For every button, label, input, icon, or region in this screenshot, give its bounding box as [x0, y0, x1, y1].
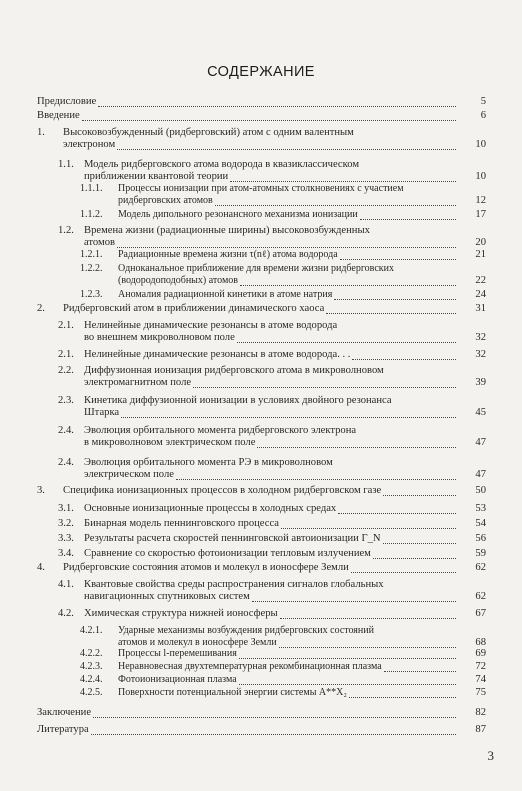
dot-leader: [117, 247, 456, 248]
toc-entry-page: 82: [475, 707, 486, 718]
toc-entry-page: 22: [475, 275, 486, 286]
toc-entry-line: [58, 457, 486, 469]
toc-entry-title: Предисловие: [37, 96, 97, 107]
toc-entry-page: 67: [475, 608, 486, 619]
toc-entry-page: 5: [480, 96, 486, 107]
toc-entry-title: (водородоподобных) атомов: [118, 275, 238, 286]
toc-entry-title: Химическая структура нижней ионосферы: [84, 608, 278, 619]
toc-entry-line: [80, 183, 486, 195]
toc-entry-line: [80, 625, 486, 637]
toc-entry-title: Литература: [37, 724, 89, 735]
toc-entry: [58, 320, 486, 344]
toc-entry-title: Ударные механизмы возбуждения ридберговских состояний: [118, 625, 374, 636]
toc-entry-title: Сравнение со скоростью фотоионизации тепловым излучением: [84, 548, 371, 559]
toc-entry-line: [37, 127, 486, 139]
toc-entry-number: 3.4.: [58, 548, 74, 559]
toc-entry-number: 4.2.5.: [80, 687, 103, 698]
toc-entry-page: 31: [475, 303, 486, 314]
toc-entry-number: 2.: [37, 303, 45, 314]
toc-entry-number: 2.3.: [58, 395, 74, 406]
toc-entry: [37, 724, 486, 736]
toc-entry-title: Результаты расчета скоростей пеннинговской автоионизации Γ_N: [84, 533, 381, 544]
toc-entry-number: 4.2.1.: [80, 625, 103, 636]
toc-entry: [80, 183, 486, 207]
toc-entry-title: Неравновесная двухтемпературная рекомбинационная плазма: [118, 661, 382, 672]
dot-leader: [215, 205, 456, 206]
dot-leader: [340, 259, 456, 260]
toc-entry-title: Времена жизни (радиационные ширины) высоковозбужденных: [84, 225, 370, 236]
toc-entry-page: 62: [475, 591, 486, 602]
toc-entry-title: Ридберговский атом в приближении динамического хаоса: [63, 303, 325, 314]
dot-leader: [240, 285, 456, 286]
page-number: 3: [487, 748, 494, 763]
toc-entry-number: 4.2.: [58, 608, 74, 619]
dot-leader: [352, 359, 456, 360]
dot-leader: [230, 181, 456, 182]
toc-entry: [58, 425, 486, 449]
toc-entry-title: Специфика ионизационных процессов в холодном ридберговском газе: [63, 485, 382, 496]
toc-entry-number: 2.2.: [58, 365, 74, 376]
toc-entry: [58, 395, 486, 419]
toc-entry-page: 72: [475, 661, 486, 672]
toc-entry-title: Модель ридберговского атома водорода в квазиклассическом: [84, 159, 360, 170]
toc-entry: [58, 159, 486, 183]
toc-entry-number: 1.1.: [58, 159, 74, 170]
dot-leader: [280, 618, 456, 619]
toc-entry: [58, 579, 486, 603]
toc-entry-number: 4.2.2.: [80, 648, 103, 659]
toc-entry-number: 1.2.: [58, 225, 74, 236]
toc-entry: [80, 687, 486, 699]
toc-entry: [37, 303, 486, 315]
dot-leader: [176, 479, 456, 480]
toc-entry: [80, 289, 486, 301]
dot-leader: [117, 149, 456, 150]
dot-leader: [338, 513, 456, 514]
toc-entry: [58, 457, 486, 481]
toc-entry-number: 1.2.3.: [80, 289, 103, 300]
toc-entry-page: 10: [475, 139, 486, 150]
toc-entry-page: 68: [475, 637, 486, 648]
dot-leader: [257, 447, 456, 448]
dot-leader: [237, 342, 456, 343]
dot-leader: [93, 717, 456, 718]
toc-entry: [58, 503, 486, 515]
dot-leader: [98, 106, 456, 107]
toc-entry-page: 20: [475, 237, 486, 248]
toc-entry-page: 32: [475, 349, 486, 360]
toc-entry-number: 1.: [37, 127, 45, 138]
toc-entry-page: 62: [475, 562, 486, 573]
toc-entry-page: 69: [475, 648, 486, 659]
toc-entry-title: Эволюция орбитального момента ридберговского электрона: [84, 425, 357, 436]
toc-entry-title: навигационных спутниковых систем: [84, 591, 250, 602]
dot-leader: [121, 417, 456, 418]
toc-entry-page: 32: [475, 332, 486, 343]
toc-entry-line: [58, 395, 486, 407]
toc-entry-title: атомов и молекул в ионосфере Земли: [118, 637, 277, 648]
dot-leader: [334, 299, 456, 300]
toc-entry-line: [58, 425, 486, 437]
toc-entry: [37, 485, 486, 497]
dot-leader: [384, 671, 456, 672]
toc-entry: [37, 110, 486, 122]
toc-entry-line: [58, 365, 486, 377]
dot-leader: [82, 120, 456, 121]
dot-leader: [91, 734, 456, 735]
toc-entry: [37, 127, 486, 151]
toc-entry-number: 4.: [37, 562, 45, 573]
toc-entry-number: 3.: [37, 485, 45, 496]
toc-entry-title: Радиационные времена жизни τ(nℓ) атома водорода: [118, 249, 338, 260]
toc-entry: [58, 608, 486, 620]
toc-entry: [58, 225, 486, 249]
toc-entry-number: 2.1.: [58, 320, 74, 331]
toc-entry-page: 75: [475, 687, 486, 698]
dot-leader: [281, 528, 456, 529]
toc-entry-title: Диффузионная ионизация ридберговского атома в микроволновом: [84, 365, 384, 376]
toc-entry-line: [80, 263, 486, 275]
toc-entry: [58, 533, 486, 545]
toc-entry-number: 2.4.: [58, 457, 74, 468]
toc-entry-page: 6: [480, 110, 486, 121]
toc-entry-page: 47: [475, 437, 486, 448]
toc-entry-page: 24: [475, 289, 486, 300]
toc-entry: [58, 349, 486, 361]
toc-entry-title: Основные ионизационные процессы в холодных средах: [84, 503, 337, 514]
toc-entry: [80, 263, 486, 287]
toc-entry-page: 12: [475, 195, 486, 206]
toc-entry-title: атомов: [84, 237, 116, 248]
toc-entry-number: 1.1.2.: [80, 209, 103, 220]
toc-entry-page: 87: [475, 724, 486, 735]
toc-entry-page: 59: [475, 548, 486, 559]
toc-entry-title: во внешнем микроволновом поле: [84, 332, 235, 343]
toc-entry-title: Фотоионизационная плазма: [118, 674, 237, 685]
toc-entry: [37, 707, 486, 719]
toc-entry-title: Высоковозбужденный (ридберговский) атом с одним валентным: [63, 127, 354, 138]
dot-leader: [360, 219, 456, 220]
toc-entry-title: Кинетика диффузионной ионизации в условиях двойного резонанса: [84, 395, 392, 406]
toc-entry: [80, 625, 486, 649]
toc-entry-title: Одноканальное приближение для времени жизни ридберговских: [118, 263, 394, 274]
toc-entry-number: 2.4.: [58, 425, 74, 436]
toc-entry: [37, 96, 486, 108]
dot-leader: [239, 658, 456, 659]
dot-leader: [349, 697, 456, 698]
dot-leader: [373, 558, 456, 559]
toc-entry-title: Модель дипольного резонансного механизма ионизации: [118, 209, 358, 220]
toc-entry-title: электрическом поле: [84, 469, 174, 480]
toc-entry-title: Нелинейные динамические резонансы в атоме водорода: [84, 320, 338, 331]
toc-entry-title: Нелинейные динамические резонансы в атоме водорода. . .: [84, 349, 351, 360]
toc-entry-number: 4.2.4.: [80, 674, 103, 685]
toc-entry-page: 50: [475, 485, 486, 496]
toc-entry-number: 2.1.: [58, 349, 74, 360]
toc-entry-title: Процессы ионизации при атом-атомных столкновениях с участием: [118, 183, 404, 194]
dot-leader: [252, 601, 456, 602]
toc-entry-title: Поверхности потенциальной энергии системы A**X₂: [118, 687, 347, 698]
toc-entry-page: 74: [475, 674, 486, 685]
toc-entry-title: Заключение: [37, 707, 92, 718]
dot-leader: [239, 684, 456, 685]
toc-entry-number: 3.3.: [58, 533, 74, 544]
page-title: СОДЕРЖАНИЕ: [207, 64, 315, 80]
toc-entry-title: в микроволновом электрическом поле: [84, 437, 256, 448]
toc-entry: [80, 674, 486, 686]
toc-entry-number: 1.1.1.: [80, 183, 103, 194]
toc-entry-page: 10: [475, 171, 486, 182]
toc-entry-title: Аномалия радиационной кинетики в атоме натрия: [118, 289, 333, 300]
toc-entry: [80, 209, 486, 221]
dot-leader: [326, 313, 456, 314]
dot-leader: [383, 495, 456, 496]
toc-entry-number: 4.1.: [58, 579, 74, 590]
toc-entry: [58, 518, 486, 530]
dot-leader: [351, 572, 456, 573]
toc-entry: [58, 548, 486, 560]
toc-entry-title: Ридберговские состояния атомов и молекул в ионосфере Земли: [63, 562, 349, 573]
toc-entry: [80, 648, 486, 660]
toc-entry-title: Введение: [37, 110, 80, 121]
toc-entry-page: 21: [475, 249, 486, 260]
toc-entry-page: 53: [475, 503, 486, 514]
toc-entry-title: приближении квантовой теории: [84, 171, 229, 182]
toc-entry-page: 17: [475, 209, 486, 220]
toc-entry-page: 47: [475, 469, 486, 480]
toc-entry: [58, 365, 486, 389]
toc-entry-title: Процессы l-перемешивания: [118, 648, 237, 659]
toc-entry-line: [58, 579, 486, 591]
toc-entry-page: 39: [475, 377, 486, 388]
toc-entry-title: электроном: [63, 139, 116, 150]
toc-entry-page: 56: [475, 533, 486, 544]
toc-entry-number: 3.2.: [58, 518, 74, 529]
toc-entry-page: 45: [475, 407, 486, 418]
toc-entry-number: 4.2.3.: [80, 661, 103, 672]
toc-entry-line: [58, 320, 486, 332]
toc-entry-title: Бинарная модель пеннинговского процесса: [84, 518, 280, 529]
dot-leader: [383, 543, 456, 544]
toc-entry-title: Квантовые свойства среды распространения сигналов глобальных: [84, 579, 384, 590]
toc-entry-number: 1.2.2.: [80, 263, 103, 274]
toc-entry-line: [58, 225, 486, 237]
toc-entry-line: [58, 159, 486, 171]
toc-entry-title: электромагнитном поле: [84, 377, 192, 388]
dot-leader: [193, 387, 456, 388]
toc-entry: [37, 562, 486, 574]
toc-entry-title: ридберговских атомов: [118, 195, 213, 206]
toc-entry: [80, 249, 486, 261]
toc-entry-page: 54: [475, 518, 486, 529]
toc-entry-number: 3.1.: [58, 503, 74, 514]
toc-entry-number: 1.2.1.: [80, 249, 103, 260]
toc-entry: [80, 661, 486, 673]
toc-entry-title: Эволюция орбитального момента РЭ в микроволновом: [84, 457, 333, 468]
toc-entry-title: Штарка: [84, 407, 120, 418]
